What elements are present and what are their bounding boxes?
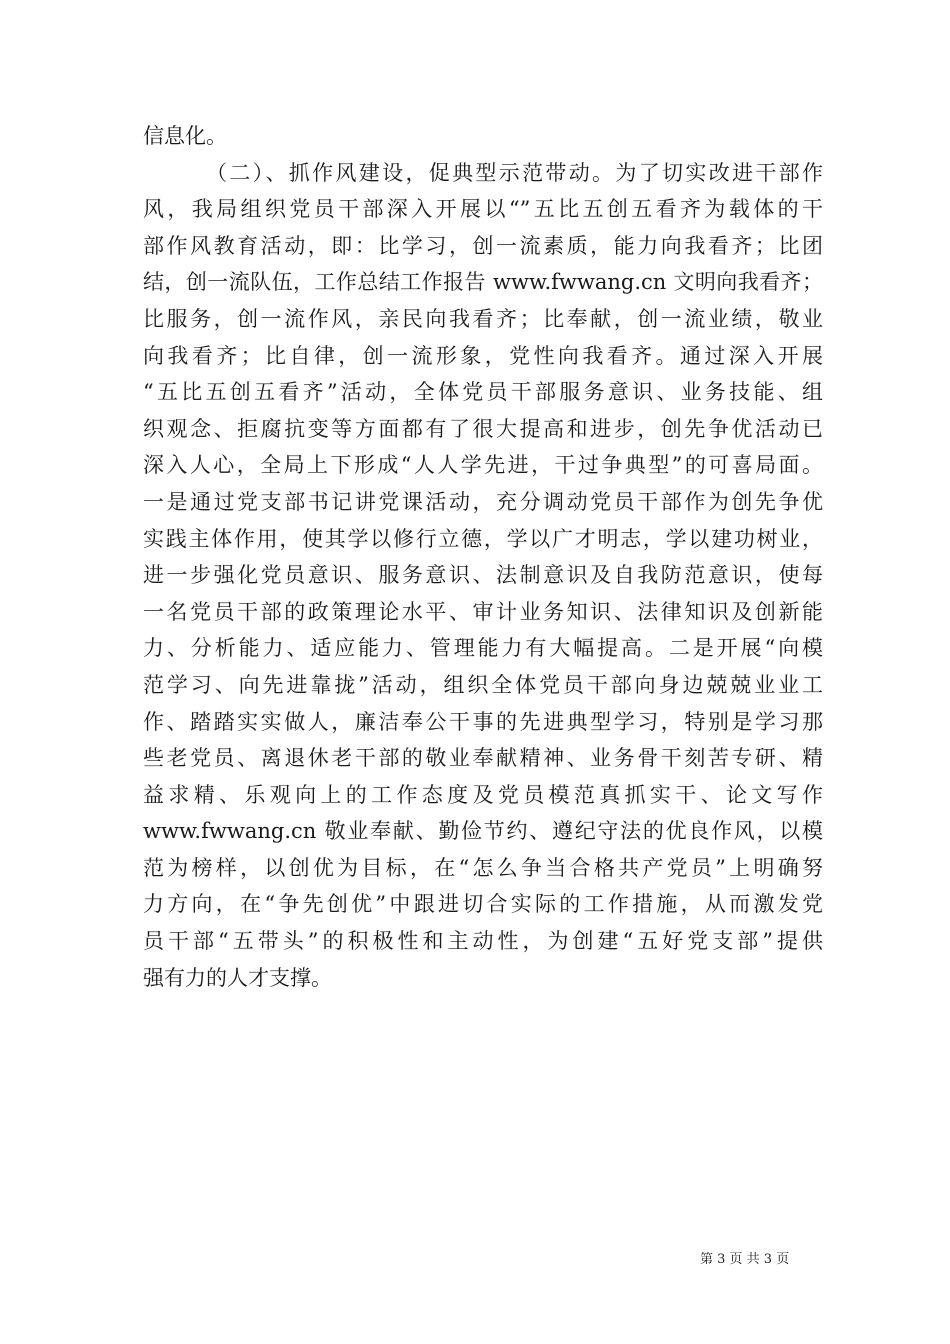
paragraph-line: 力方向，在“争先创优”中跟进切合实际的工作措施，从而激发党 bbox=[143, 892, 823, 917]
paragraph-line: 作、踏踏实实做人，廉洁奉公干事的先进典型学习，特别是学习那 bbox=[143, 709, 823, 734]
paragraph-line: 织观念、拒腐抗变等方面都有了很大提高和进步，创先争优活动已 bbox=[143, 416, 823, 441]
paragraph-line: 深入人心，全局上下形成“人人学先进，干过争典型”的可喜局面。 bbox=[143, 453, 823, 478]
paragraph-line: “五比五创五看齐”活动，全体党员干部服务意识、业务技能、组 bbox=[143, 380, 823, 405]
paragraph-line: 范学习、向先进靠拢”活动，组织全体党员干部向身边兢兢业业工 bbox=[143, 672, 823, 697]
paragraph-line: 强有力的人才支撑。 bbox=[143, 965, 332, 990]
paragraph-line: 风，我局组织党员干部深入开展以“”五比五创五看齐为载体的干 bbox=[143, 197, 823, 222]
paragraph-line: 向我看齐；比自律，创一流形象，党性向我看齐。通过深入开展 bbox=[143, 343, 823, 368]
paragraph-line: 益求精、乐观向上的工作态度及党员模范真抓实干、论文写作 bbox=[143, 782, 823, 807]
paragraph-line: 一名党员干部的政策理论水平、审计业务知识、法律知识及创新能 bbox=[143, 599, 823, 624]
paragraph-line: 信息化。 bbox=[143, 124, 227, 148]
paragraph-line: 些老党员、离退休老干部的敬业奉献精神、业务骨干刻苦专研、精 bbox=[143, 746, 823, 771]
paragraph-line: 进一步强化党员意识、服务意识、法制意识及自我防范意识，使每 bbox=[143, 563, 823, 588]
paragraph-line: www.fwwang.cn 敬业奉献、勤俭节约、遵纪守法的优良作风，以模 bbox=[143, 819, 823, 844]
document-body bbox=[143, 118, 823, 996]
paragraph-line: （二）、抓作风建设，促典型示范带动。为了切实改进干部作 bbox=[206, 160, 823, 185]
paragraph-line: 一是通过党支部书记讲党课活动，充分调动党员干部作为创先争优 bbox=[143, 489, 823, 514]
paragraph-line: 范为榜样，以创优为目标，在“怎么争当合格共产党员”上明确努 bbox=[143, 855, 823, 880]
paragraph-line: 部作风教育活动，即：比学习，创一流素质，能力向我看齐；比团 bbox=[143, 233, 823, 258]
paragraph-line: 员干部“五带头”的积极性和主动性，为创建“五好党支部”提供 bbox=[143, 929, 823, 954]
paragraph-line: 比服务，创一流作风，亲民向我看齐；比奉献，创一流业绩，敬业 bbox=[143, 306, 823, 331]
page-number: 第 3 页 共 3 页 bbox=[700, 1252, 790, 1267]
paragraph-line: 力、分析能力、适应能力、管理能力有大幅提高。二是开展“向模 bbox=[143, 636, 823, 661]
paragraph-line: 结，创一流队伍，工作总结工作报告 www.fwwang.cn 文明向我看齐； bbox=[143, 270, 823, 295]
paragraph-line: 实践主体作用，使其学以修行立德，学以广才明志，学以建功树业， bbox=[143, 526, 823, 551]
